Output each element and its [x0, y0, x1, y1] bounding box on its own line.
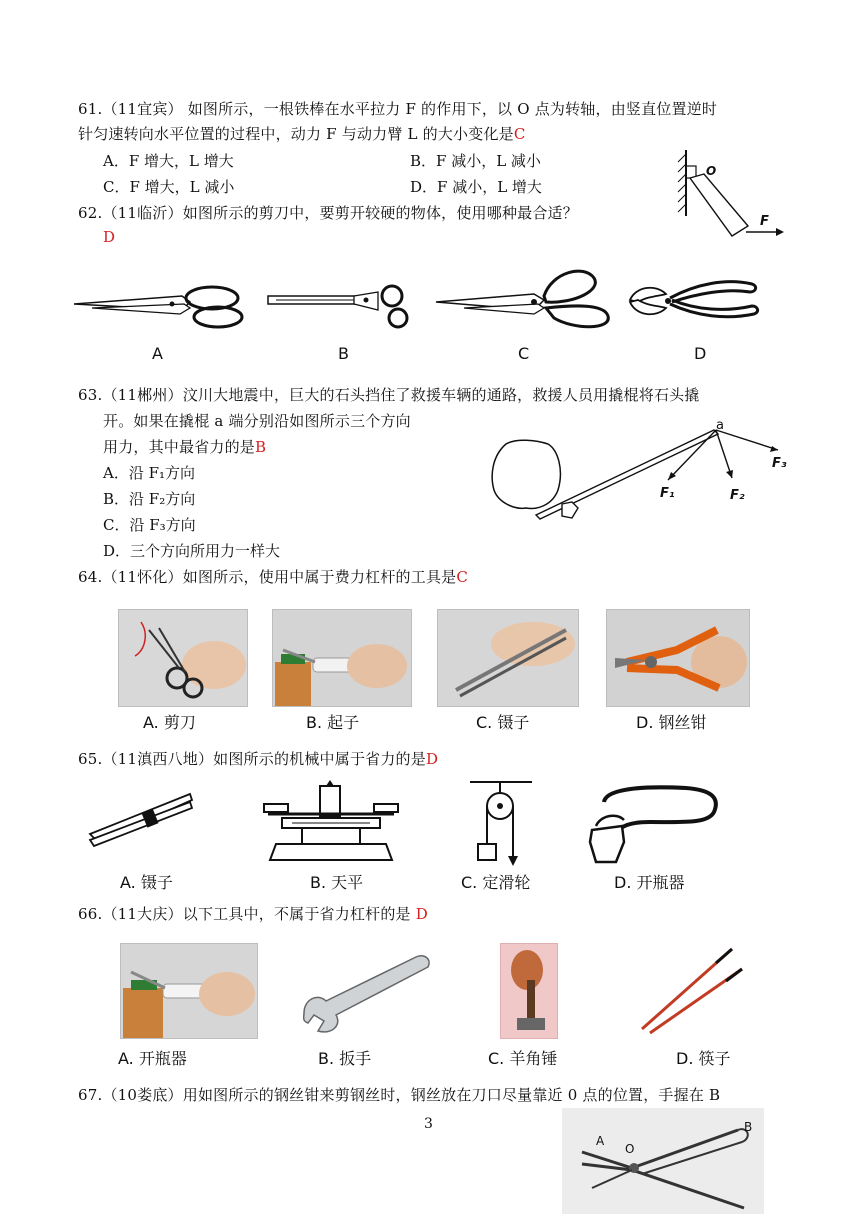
- q66-photo-wrench: [296, 943, 436, 1037]
- q66-photo-chopsticks: [636, 943, 750, 1037]
- q65-tweezers-icon: [86, 790, 196, 850]
- q67-label-b: B: [744, 1120, 753, 1134]
- q62-answer: D: [103, 228, 116, 246]
- q64-photo-pliers: [606, 609, 750, 707]
- q61-stem: 针匀速转向水平位置的过程中，动力 F 与动力臂 L 的大小变化是: [78, 125, 514, 143]
- q62-scissors-c-icon: [434, 264, 614, 334]
- q61-label-o: O: [706, 164, 717, 178]
- q66-caption-a: A. 开瓶器: [118, 1049, 187, 1068]
- q61-option-b: B．F 减小，L 减小: [410, 152, 541, 170]
- q66-caption-b: B. 扳手: [318, 1049, 372, 1068]
- q64-caption-a: A. 剪刀: [143, 713, 196, 732]
- q65-opener-icon: [586, 782, 724, 866]
- q64-caption-d: D. 钢丝钳: [636, 713, 707, 732]
- q65-caption-a: A. 镊子: [120, 873, 173, 892]
- q66-photo-hammer: [500, 943, 558, 1039]
- q63-line1: 63.（11郴州）汶川大地震中，巨大的石头挡住了救援车辆的通路，救援人员用撬棍将石头撬: [78, 386, 700, 404]
- q65-stem: 65.（11滇西八地）如图所示的机械中属于省力的是: [78, 750, 426, 768]
- q63-label-a: a: [716, 418, 724, 433]
- q65-balance-icon: [262, 780, 400, 864]
- q61-option-c: C．F 增大，L 减小: [103, 178, 235, 196]
- q63-label-f2: F₂: [730, 488, 745, 503]
- q62-scissors-a-icon: [72, 282, 252, 332]
- q61-line2: [78, 123, 526, 144]
- q62-label-a: A: [152, 344, 163, 363]
- q65-pulley-icon: [466, 780, 536, 870]
- q63-option-b: B．沿 F₂方向: [103, 490, 196, 508]
- q61-lever-figure: [668, 148, 788, 248]
- page-number: 3: [424, 1116, 433, 1132]
- q66-caption-d: D. 筷子: [676, 1049, 731, 1068]
- q67-label-o: O: [625, 1142, 635, 1156]
- q63-line2: 开。如果在撬棍 a 端分别沿如图所示三个方向: [103, 412, 411, 430]
- q64-caption-b: B. 起子: [306, 713, 360, 732]
- q62-label-c: C: [518, 344, 530, 363]
- q63-crowbar-figure: [486, 420, 786, 530]
- q65-caption-b: B. 天平: [310, 873, 364, 892]
- q63-label-f1: F₁: [660, 486, 675, 501]
- q62-label-b: B: [338, 344, 349, 363]
- q67-pliers-figure: [562, 1108, 764, 1214]
- q62-scissors-b-icon: [266, 282, 416, 332]
- q61-option-a: A．F 增大，L 增大: [103, 152, 234, 170]
- q63-option-c: C．沿 F₃方向: [103, 516, 196, 534]
- q65-answer: D: [425, 750, 439, 768]
- q62-line1: 62.（11临沂）如图所示的剪刀中，要剪开较硬的物体，使用哪种最合适？: [78, 204, 578, 222]
- q64-photo-opener: [272, 609, 412, 707]
- q63-line3: [103, 436, 266, 457]
- q64-line1: [78, 566, 468, 587]
- q61-option-d: D．F 减小，L 增大: [410, 178, 542, 196]
- q66-photo-opener: [120, 943, 258, 1039]
- q67-line1: 67.（10娄底）用如图所示的钢丝钳来剪钢丝时，钢丝放在刀口尽量靠近 0 点的位置，手握在 B: [78, 1086, 721, 1104]
- q62-label-d: D: [694, 344, 707, 363]
- q66-answer: D: [415, 905, 428, 923]
- q63-label-f3: F₃: [772, 456, 787, 471]
- q65-caption-c: C. 定滑轮: [461, 873, 531, 892]
- q64-caption-c: C. 镊子: [476, 713, 530, 732]
- q64-photo-tweezers: [437, 609, 579, 707]
- q61-answer: C: [513, 125, 526, 143]
- q63-stem: 用力，其中最省力的是: [103, 438, 256, 456]
- q64-stem: 64.（11怀化）如图所示，使用中属于费力杠杆的工具是: [78, 568, 457, 586]
- q62-scissors-d-icon: [626, 272, 766, 332]
- q61-line1: 61.（11宜宾） 如图所示，一根铁棒在水平拉力 F 的作用下，以 O 点为转轴，由竖直位置逆时: [78, 100, 718, 118]
- q67-label-a: A: [596, 1134, 605, 1148]
- q64-photo-scissors: [118, 609, 248, 707]
- q65-caption-d: D. 开瓶器: [614, 873, 685, 892]
- q65-line1: [78, 748, 438, 769]
- q63-answer: B: [255, 438, 267, 456]
- q63-option-a: A．沿 F₁方向: [103, 464, 196, 482]
- q63-option-d: D．三个方向所用力一样大: [103, 542, 281, 560]
- q66-line1: [78, 903, 428, 924]
- q66-stem: 66.（11大庆）以下工具中，不属于省力杠杆的是: [78, 905, 411, 923]
- q66-caption-c: C. 羊角锤: [488, 1049, 558, 1068]
- q61-label-f: F: [760, 214, 769, 229]
- q64-answer: C: [456, 568, 469, 586]
